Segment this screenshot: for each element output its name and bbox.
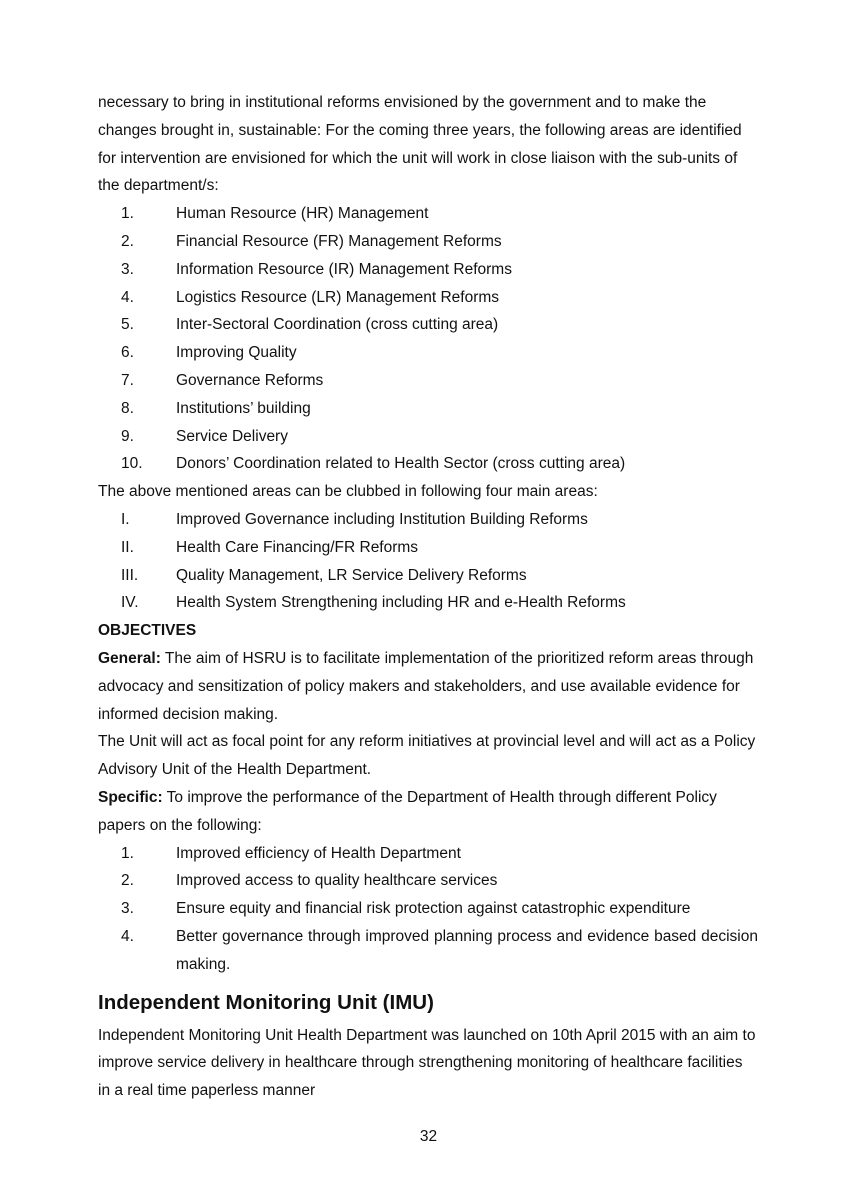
- list-number: 2.: [121, 232, 134, 250]
- list-item: [98, 589, 758, 617]
- document-page: [98, 89, 758, 1105]
- list-item: [98, 534, 758, 562]
- list-number: 9.: [121, 427, 134, 445]
- list-item: [98, 228, 758, 256]
- list-number: 1.: [121, 844, 134, 862]
- list-item-text: Donors’ Coordination related to Health Sector (cross cutting area): [176, 455, 626, 473]
- list-number: 5.: [121, 316, 134, 334]
- list-item: [98, 840, 758, 868]
- list-item-text: Logistics Resource (LR) Management Reforms: [176, 288, 500, 306]
- reform-areas-list: [98, 200, 758, 478]
- list-item: [98, 450, 758, 478]
- list-number: 4.: [121, 927, 134, 945]
- list-number: 4.: [121, 288, 134, 306]
- general-label: General:: [98, 649, 161, 667]
- list-number: 3.: [121, 260, 134, 278]
- list-numeral: II.: [121, 538, 134, 556]
- list-number: 8.: [121, 399, 134, 417]
- specific-objectives-list: [98, 840, 758, 979]
- objectives-heading: OBJECTIVES: [98, 622, 197, 640]
- list-item-text: Health Care Financing/FR Reforms: [176, 538, 419, 556]
- list-number: 7.: [121, 371, 134, 389]
- list-item: [98, 284, 758, 312]
- list-item-text: Service Delivery: [176, 427, 288, 445]
- imu-paragraph: Independent Monitoring Unit Health Department was launched on 10th April 2015 with an aim to improve service delivery in healthcare through strengthening monitoring of healthcare facilities in a real time paperless manner: [98, 1026, 756, 1100]
- specific-text: To improve the performance of the Department of Health through different Policy papers on the following:: [98, 788, 717, 834]
- list-item-text: Governance Reforms: [176, 371, 324, 389]
- list-item: [98, 506, 758, 534]
- imu-section-title: Independent Monitoring Unit (IMU): [98, 990, 434, 1014]
- list-item-text: Improved efficiency of Health Department: [176, 844, 461, 862]
- main-areas-list: [98, 506, 758, 617]
- list-item: [98, 562, 758, 590]
- general-objective-paragraph: [98, 645, 758, 728]
- general-text: The aim of HSRU is to facilitate implementation of the prioritized reform areas through advocacy and sensitization of policy makers and stakeholders, and use available evidence for informed decision making.: [98, 649, 754, 723]
- list-item: [98, 895, 758, 923]
- list-item-text: Better governance through improved planning process and evidence based decision making.: [176, 927, 758, 973]
- list-item: [98, 923, 758, 979]
- list-item-text: Improved access to quality healthcare services: [176, 872, 498, 890]
- list-item-text: Improving Quality: [176, 344, 297, 362]
- list-numeral: I.: [121, 510, 130, 528]
- focal-point-paragraph: The Unit will act as focal point for any reform initiatives at provincial level and will act as a Policy Advisory Unit of the Health Department.: [98, 733, 756, 779]
- list-number: 2.: [121, 872, 134, 890]
- specific-label: Specific:: [98, 788, 163, 806]
- list-item-text: Inter-Sectoral Coordination (cross cutting area): [176, 316, 499, 334]
- list-number: 3.: [121, 900, 134, 918]
- list-numeral: IV.: [121, 594, 139, 612]
- list-item-text: Institutions’ building: [176, 399, 311, 417]
- list-item-text: Financial Resource (FR) Management Reforms: [176, 232, 502, 250]
- specific-objective-paragraph: [98, 784, 758, 840]
- list-item-text: Human Resource (HR) Management: [176, 205, 429, 223]
- list-item: [98, 339, 758, 367]
- list-item-text: Health System Strengthening including HR and e-Health Reforms: [176, 594, 626, 612]
- list-item: [98, 311, 758, 339]
- list-number: 6.: [121, 344, 134, 362]
- clubbed-areas-intro: The above mentioned areas can be clubbed in following four main areas:: [98, 483, 598, 501]
- list-item-text: Information Resource (IR) Management Reforms: [176, 260, 512, 278]
- list-item: [98, 867, 758, 895]
- page-number: 32: [419, 1128, 438, 1145]
- list-item: [98, 200, 758, 228]
- list-item-text: Improved Governance including Institution Building Reforms: [176, 510, 588, 528]
- list-number: 1.: [121, 205, 134, 223]
- list-item: [98, 367, 758, 395]
- list-item: [98, 423, 758, 451]
- list-item-text: Quality Management, LR Service Delivery Reforms: [176, 566, 527, 584]
- list-item: [98, 395, 758, 423]
- list-item-text: Ensure equity and financial risk protection against catastrophic expenditure: [176, 900, 691, 918]
- list-numeral: III.: [121, 566, 139, 584]
- intro-paragraph: necessary to bring in institutional reforms envisioned by the government and to make the changes brought in, sustainable: For the coming three years, the following areas are identified for intervention are envisioned for which the unit will work in close liaison with the sub-units of the department/s:: [98, 94, 742, 195]
- list-item: [98, 256, 758, 284]
- list-number: 10.: [121, 455, 143, 473]
